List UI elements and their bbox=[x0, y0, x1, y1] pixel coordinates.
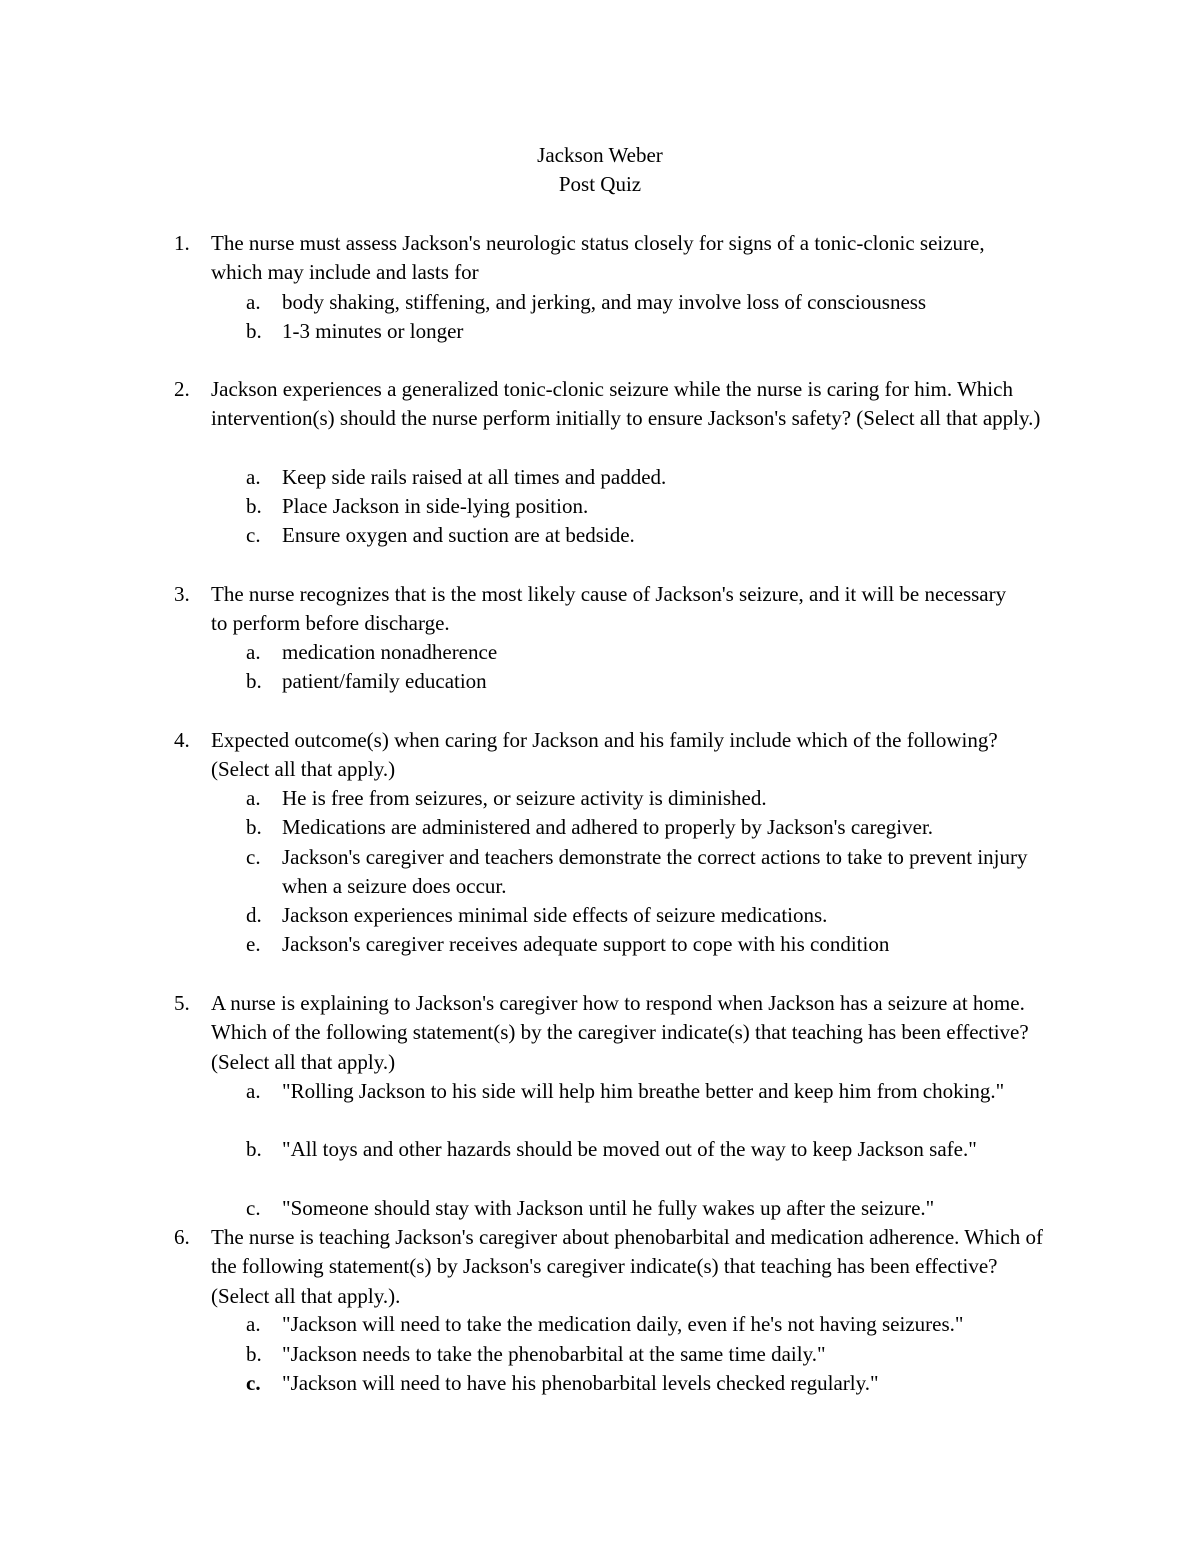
option-letter: a. bbox=[246, 290, 261, 314]
option-text: "Jackson needs to take the phenobarbital at the same time daily." bbox=[282, 1342, 826, 1366]
option-letter: b. bbox=[246, 1342, 262, 1366]
option-text: "All toys and other hazards should be moved out of the way to keep Jackson safe." bbox=[282, 1137, 977, 1161]
option-text: "Jackson will need to have his phenobarbital levels checked regularly." bbox=[282, 1371, 879, 1395]
option-text: Jackson's caregiver receives adequate support to cope with his condition bbox=[282, 932, 890, 956]
option-letter: c. bbox=[246, 1196, 261, 1220]
question-text: Jackson experiences a generalized tonic-clonic seizure while the nurse is caring for him. Which intervention(s) should the nurse perform initially to ensure Jackson's safety? (Select all that apply.) bbox=[211, 377, 1041, 431]
option-letter: a. bbox=[246, 640, 261, 664]
option-text: Jackson experiences minimal side effects of seizure medications. bbox=[282, 903, 828, 927]
page-title: Post Quiz bbox=[558, 172, 642, 196]
option-text: patient/family education bbox=[282, 669, 487, 693]
option-text: "Someone should stay with Jackson until he fully wakes up after the seizure." bbox=[282, 1196, 935, 1220]
option-letter: c. bbox=[246, 1371, 261, 1395]
student-name: Jackson Weber bbox=[537, 143, 663, 167]
option-text: He is free from seizures, or seizure activity is diminished. bbox=[282, 786, 767, 810]
question-number: 2. bbox=[174, 377, 190, 401]
question-text: Expected outcome(s) when caring for Jackson and his family include which of the following? (Select all that apply.) bbox=[211, 728, 998, 782]
option-letter: c. bbox=[246, 845, 261, 869]
option-text: Place Jackson in side-lying position. bbox=[282, 494, 589, 518]
option-letter: a. bbox=[246, 786, 261, 810]
question-number: 3. bbox=[174, 582, 190, 606]
question-text: A nurse is explaining to Jackson's caregiver how to respond when Jackson has a seizure at home. Which of the following statement(s) by the caregiver indicate(s) that teaching has been effective? (Select all that apply.) bbox=[211, 991, 1029, 1074]
question-number: 1. bbox=[174, 231, 190, 255]
question-number: 5. bbox=[174, 991, 190, 1015]
option-letter: c. bbox=[246, 523, 261, 547]
option-text: Medications are administered and adhered to properly by Jackson's caregiver. bbox=[282, 815, 934, 839]
option-text: medication nonadherence bbox=[282, 640, 498, 664]
question-number: 6. bbox=[174, 1225, 190, 1249]
option-letter: a. bbox=[246, 1312, 261, 1336]
question-number: 4. bbox=[174, 728, 190, 752]
option-text: Ensure oxygen and suction are at bedside. bbox=[282, 523, 635, 547]
option-letter: d. bbox=[246, 903, 262, 927]
question-text: The nurse must assess Jackson's neurologic status closely for signs of a tonic-clonic seizure, which may include and lasts for bbox=[211, 231, 985, 285]
question-text: The nurse recognizes that is the most likely cause of Jackson's seizure, and it will be necessary to perform before discharge. bbox=[211, 582, 1007, 636]
option-letter: b. bbox=[246, 319, 262, 343]
option-text: "Rolling Jackson to his side will help him breathe better and keep him from choking." bbox=[282, 1079, 1005, 1103]
option-text: Jackson's caregiver and teachers demonstrate the correct actions to take to prevent injury when a seizure does occur. bbox=[282, 845, 1028, 899]
option-letter: b. bbox=[246, 669, 262, 693]
option-text: 1-3 minutes or longer bbox=[282, 319, 464, 343]
option-text: body shaking, stiffening, and jerking, and may involve loss of consciousness bbox=[282, 290, 927, 314]
option-letter: a. bbox=[246, 1079, 261, 1103]
option-letter: e. bbox=[246, 932, 261, 956]
option-letter: b. bbox=[246, 494, 262, 518]
option-letter: b. bbox=[246, 1137, 262, 1161]
option-text: "Jackson will need to take the medication daily, even if he's not having seizures." bbox=[282, 1312, 964, 1336]
question-text: The nurse is teaching Jackson's caregiver about phenobarbital and medication adherence. Which of the following statement(s) by Jackson's caregiver indicate(s) that teaching has been effective? (Select all that apply.). bbox=[211, 1225, 1043, 1308]
option-letter: b. bbox=[246, 815, 262, 839]
document-header bbox=[0, 141, 1200, 199]
option-letter: a. bbox=[246, 465, 261, 489]
option-text: Keep side rails raised at all times and padded. bbox=[282, 465, 667, 489]
